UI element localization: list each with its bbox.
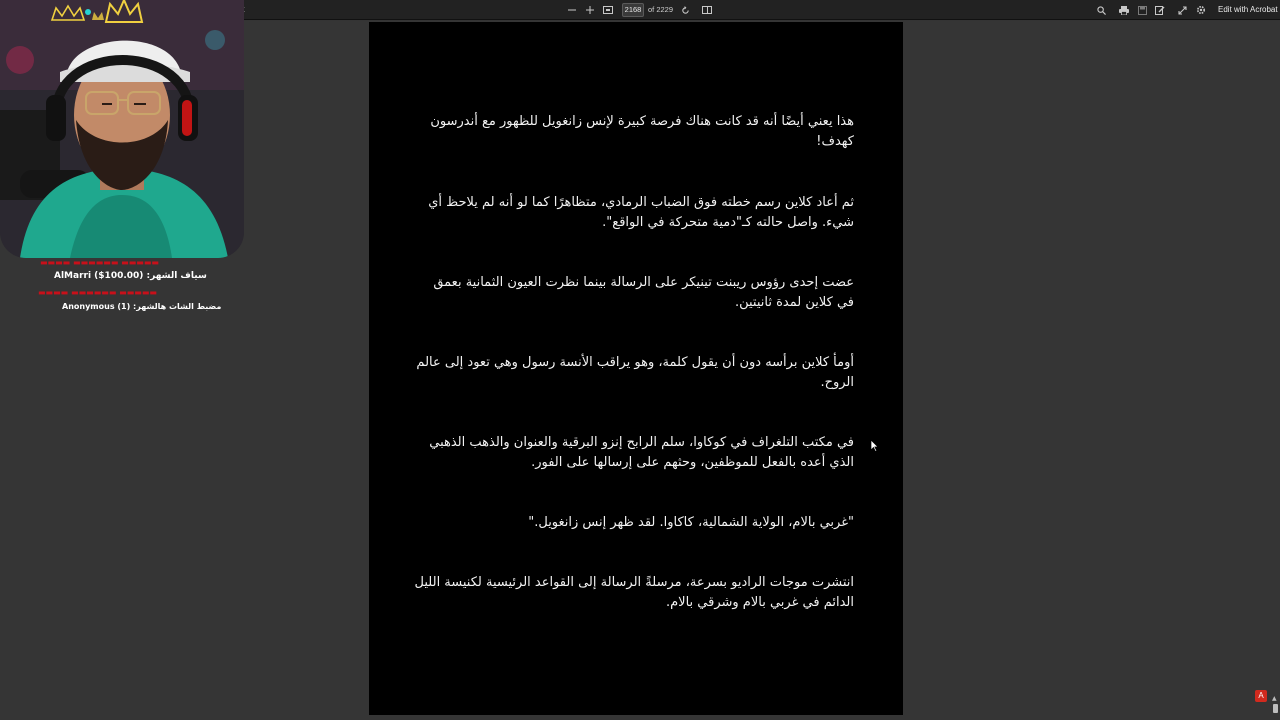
- save-icon[interactable]: [1136, 2, 1148, 18]
- mouse-cursor-icon: [871, 437, 879, 456]
- pdf-page: [369, 22, 903, 715]
- chat-moderator-line: مضبط الشات هالشهر: Anonymous (1): [62, 302, 222, 311]
- settings-gear-icon[interactable]: [1195, 2, 1207, 18]
- paragraph: انتشرت موجات الراديو بسرعة، مرسلةً الرسالة إلى القواعد الرئيسية لكنيسة الليل الدائم في غربي بالام وشرقي بالام.: [414, 575, 854, 610]
- rotate-icon[interactable]: [679, 2, 691, 18]
- page-count-label: of 2229: [648, 5, 674, 14]
- print-icon[interactable]: [1118, 2, 1130, 18]
- edit-pdf-icon[interactable]: [1154, 2, 1166, 18]
- expand-icon[interactable]: [1176, 2, 1188, 18]
- streamer-webcam: [0, 0, 244, 258]
- decorative-chat-line: ▬▬▬▬▬ ▬▬▬▬▬▬ ▬▬▬▬: [40, 258, 159, 267]
- paragraph: "غربي بالام، الولاية الشمالية، كاكاوا. لقد ظهر إنس زانغويل.": [528, 515, 854, 530]
- page-view-icon[interactable]: [701, 2, 713, 18]
- zoom-in-button[interactable]: [584, 2, 596, 18]
- zoom-out-button[interactable]: [566, 2, 578, 18]
- paragraph: ثم أعاد كلاين رسم خطته فوق الضباب الرمادي، متظاهرًا كما لو أنه لم يلاحظ أي شيء. واصل حالته كـ"دمية متحركة في الواقع".: [428, 195, 854, 230]
- decorative-chat-line: ▬▬▬▬▬ ▬▬▬▬▬▬ ▬▬▬▬: [38, 288, 157, 297]
- paragraph: هذا يعني أيضًا أنه قد كانت هناك فرصة كبيرة لإنس زانغويل للظهور مع أندرسون كهدف!: [430, 114, 854, 149]
- paragraph: عضت إحدى رؤوس ريبنت تينيكر على الرسالة بينما نظرت العيون الثمانية بعمق في كلاين لمدة ثانيتين.: [433, 275, 854, 310]
- search-icon[interactable]: [1095, 2, 1107, 18]
- page-number-input[interactable]: 2168: [622, 3, 644, 17]
- paragraph: في مكتب التلغراف في كوكاوا، سلم الرابح إنزو البرقية والعنوان والذهب الذهبي الذي أعده بالفعل للموظفين، وحثهم على إرسالها على الفور.: [429, 435, 854, 470]
- fit-page-icon[interactable]: [602, 2, 614, 18]
- paragraph: أومأ كلاين برأسه دون أن يقول كلمة، وهو يراقب الأنسة رسول وهي تعود إلى عالم الروح.: [416, 355, 854, 390]
- edit-with-acrobat-button[interactable]: Edit with Acrobat: [1218, 5, 1278, 14]
- acrobat-logo-icon[interactable]: A: [1255, 690, 1267, 702]
- scrollbar-thumb[interactable]: [1273, 704, 1278, 713]
- streamer-portrait: [0, 0, 244, 258]
- stream-chat-overlay: [0, 258, 244, 318]
- crown-overlay-icon: [48, 0, 158, 24]
- top-donor-line: سياف الشهر: AlMarri ($100.00): [54, 271, 207, 281]
- scroll-up-arrow-icon[interactable]: ▲: [1272, 695, 1277, 702]
